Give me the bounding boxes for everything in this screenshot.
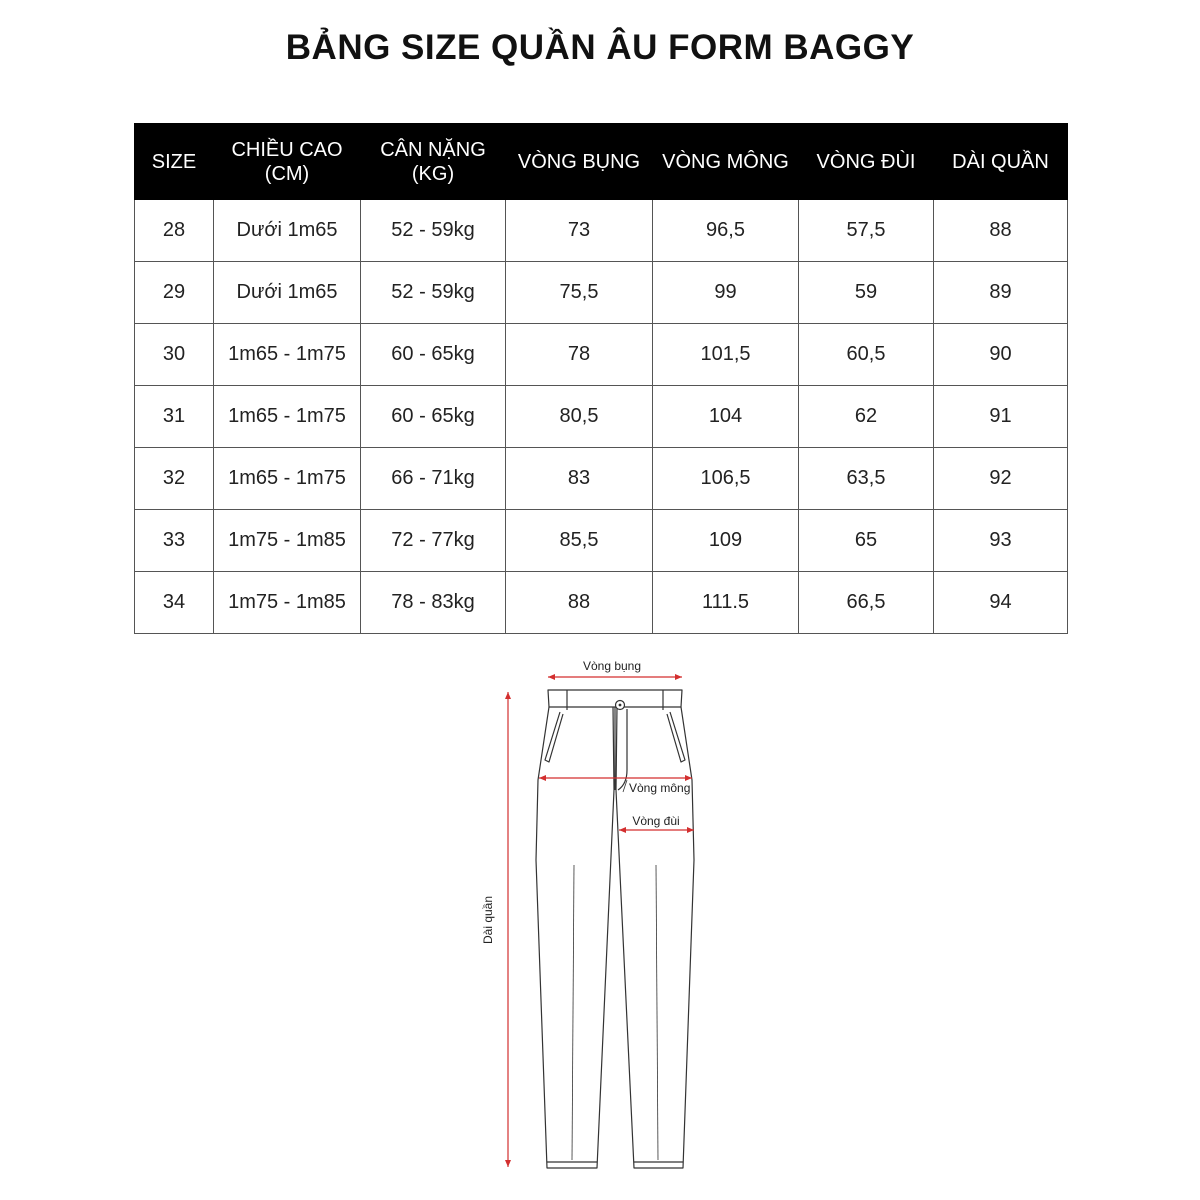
- cell-weight: 66 - 71kg: [361, 448, 506, 510]
- cell-hip: 111.5: [653, 572, 799, 634]
- cell-length: 90: [934, 324, 1068, 386]
- cell-weight: 60 - 65kg: [361, 324, 506, 386]
- cell-length: 91: [934, 386, 1068, 448]
- cell-hip: 109: [653, 510, 799, 572]
- cell-height: 1m65 - 1m75: [214, 448, 361, 510]
- cell-length: 93: [934, 510, 1068, 572]
- cell-hip: 96,5: [653, 200, 799, 262]
- cell-hip: 101,5: [653, 324, 799, 386]
- cell-size: 33: [135, 510, 214, 572]
- cell-waist: 73: [506, 200, 653, 262]
- cell-size: 32: [135, 448, 214, 510]
- table-row: [135, 510, 1068, 572]
- cell-thigh: 63,5: [799, 448, 934, 510]
- trousers-measurement-diagram: [0, 645, 1200, 1185]
- cell-height: 1m65 - 1m75: [214, 386, 361, 448]
- cell-thigh: 57,5: [799, 200, 934, 262]
- cell-hip: 104: [653, 386, 799, 448]
- header-unit: (CM): [264, 162, 310, 185]
- page-title: BẢNG SIZE QUẦN ÂU FORM BAGGY: [285, 28, 915, 67]
- cell-height: Dưới 1m65: [214, 200, 361, 262]
- cell-waist: 80,5: [506, 386, 653, 448]
- header-unit: (KG): [411, 162, 455, 185]
- header-waist: [506, 124, 653, 200]
- waist-measure-arrow-icon: [548, 674, 682, 680]
- cell-size: 29: [135, 262, 214, 324]
- cell-weight: 52 - 59kg: [361, 200, 506, 262]
- header-label: CÂN NẶNG: [380, 138, 486, 161]
- waist-label: Vòng bụng: [582, 659, 642, 673]
- cell-length: 89: [934, 262, 1068, 324]
- table-row: [135, 262, 1068, 324]
- header-height: [214, 124, 361, 200]
- cell-length: 92: [934, 448, 1068, 510]
- header-label: VÒNG BỤNG: [517, 150, 641, 173]
- cell-hip: 99: [653, 262, 799, 324]
- cell-thigh: 60,5: [799, 324, 934, 386]
- table-row: [135, 572, 1068, 634]
- header-label: CHIỀU CAO: [231, 138, 343, 161]
- header-size: [135, 124, 214, 200]
- cell-thigh: 62: [799, 386, 934, 448]
- cell-thigh: 59: [799, 262, 934, 324]
- cell-waist: 75,5: [506, 262, 653, 324]
- cell-weight: 72 - 77kg: [361, 510, 506, 572]
- header-weight: [361, 124, 506, 200]
- cell-waist: 85,5: [506, 510, 653, 572]
- cell-height: 1m75 - 1m85: [214, 572, 361, 634]
- thigh-label: Vòng đùi: [632, 814, 680, 828]
- length-label: Dài quần: [481, 895, 495, 945]
- cell-size: 34: [135, 572, 214, 634]
- header-length: [934, 124, 1068, 200]
- cell-height: 1m75 - 1m85: [214, 510, 361, 572]
- length-measure-arrow-icon: [505, 692, 511, 1167]
- cell-waist: 88: [506, 572, 653, 634]
- table-row: [135, 386, 1068, 448]
- cell-waist: 78: [506, 324, 653, 386]
- cell-size: 31: [135, 386, 214, 448]
- cell-length: 88: [934, 200, 1068, 262]
- cell-weight: 78 - 83kg: [361, 572, 506, 634]
- header-label: VÒNG ĐÙI: [816, 150, 916, 173]
- trousers-outline-icon: [536, 690, 694, 1168]
- button-icon: [616, 701, 625, 710]
- cell-weight: 60 - 65kg: [361, 386, 506, 448]
- cell-thigh: 66,5: [799, 572, 934, 634]
- table-row: [135, 200, 1068, 262]
- cell-size: 30: [135, 324, 214, 386]
- header-thigh: [799, 124, 934, 200]
- cell-height: 1m65 - 1m75: [214, 324, 361, 386]
- header-hip: [653, 124, 799, 200]
- cell-weight: 52 - 59kg: [361, 262, 506, 324]
- cell-size: 28: [135, 200, 214, 262]
- size-chart-table: [134, 123, 1068, 634]
- cell-hip: 106,5: [653, 448, 799, 510]
- cell-height: Dưới 1m65: [214, 262, 361, 324]
- table-header-row: [135, 124, 1068, 200]
- header-label: SIZE: [151, 150, 197, 173]
- cell-length: 94: [934, 572, 1068, 634]
- table-row: [135, 324, 1068, 386]
- hip-label: Vòng mông: [629, 781, 691, 795]
- header-label: DÀI QUẦN: [952, 150, 1049, 173]
- cell-waist: 83: [506, 448, 653, 510]
- cell-thigh: 65: [799, 510, 934, 572]
- table-row: [135, 448, 1068, 510]
- header-label: VÒNG MÔNG: [662, 150, 789, 173]
